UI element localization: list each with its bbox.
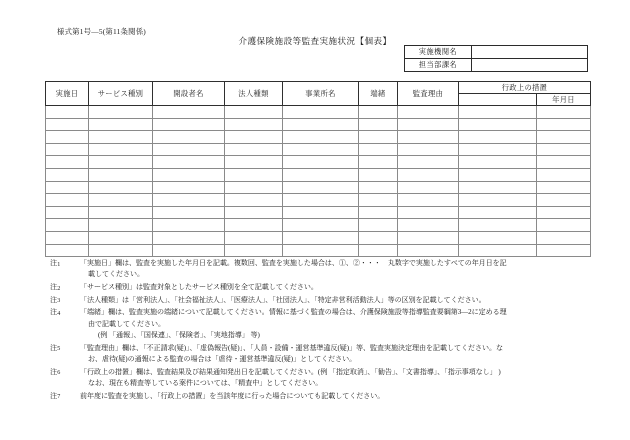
note-item [50,307,595,341]
cell-origin[interactable] [359,181,398,194]
cell-date[interactable] [46,131,89,144]
column-header-measure-date: 年月日 [537,94,591,106]
cell-service-type[interactable] [89,219,153,232]
cell-founder-name[interactable] [153,106,225,119]
audit-record-table [45,81,591,257]
cell-corporation-type[interactable] [225,131,283,144]
note-label: 注$_4$ [50,308,61,317]
cell-founder-name[interactable] [153,181,225,194]
table-row [46,131,591,144]
cell-admin-measure[interactable] [459,156,537,169]
table-row [46,106,591,119]
info-value-agency[interactable] [472,46,588,59]
cell-date[interactable] [46,156,89,169]
cell-service-type[interactable] [89,131,153,144]
table-row [46,118,591,131]
note-label: 注$_3$ [50,295,61,305]
table-row [46,244,591,257]
note-line: 「サービス種別」は監査対象としたサービス種別を全て記載してください。 [80,283,318,291]
note-item [50,258,595,281]
cell-founder-name[interactable] [153,219,225,232]
info-label-agency: 実施機関名 [405,46,472,59]
cell-office-name[interactable] [283,118,359,131]
cell-audit-reason[interactable] [398,194,459,207]
table-row [46,231,591,244]
cell-founder-name[interactable] [153,118,225,131]
note-line: 前年度に監査を実施し、「行政上の措置」を当該年度に行った場合についても記載してください。 [80,391,385,400]
cell-measure-date[interactable] [537,194,591,207]
cell-founder-name[interactable] [153,194,225,207]
cell-audit-reason[interactable] [398,244,459,257]
cell-measure-date[interactable] [537,131,591,144]
cell-origin[interactable] [359,156,398,169]
cell-office-name[interactable] [283,219,359,232]
cell-office-name[interactable] [283,231,359,244]
note-label: 注$_2$ [50,283,61,292]
cell-founder-name[interactable] [153,156,225,169]
cell-office-name[interactable] [283,106,359,119]
note-item [50,295,595,306]
note-item [50,367,595,390]
column-header-admin-measure: 行政上の措置 [459,82,591,94]
form-number: 様式第1号―5(第11条関係) [57,27,146,36]
cell-service-type[interactable] [89,244,153,257]
table-row [46,194,591,207]
cell-office-name[interactable] [283,206,359,219]
cell-service-type[interactable] [89,156,153,169]
cell-service-type[interactable] [89,231,153,244]
cell-corporation-type[interactable] [225,244,283,257]
cell-date[interactable] [46,118,89,131]
cell-service-type[interactable] [89,143,153,156]
table-row [46,206,591,219]
cell-measure-date[interactable] [537,219,591,232]
info-row-agency [405,46,588,59]
note-line: 「実施日」欄は、監査を実施した年月日を記載。複数回、監査を実施した場合は、①、②・・・ 丸数字で実施したすべての年月日を記 [80,259,507,267]
cell-audit-reason[interactable] [398,156,459,169]
cell-service-type[interactable] [89,106,153,119]
cell-origin[interactable] [359,219,398,232]
note-item [50,343,595,366]
cell-measure-date[interactable] [537,231,591,244]
column-header-corporation-type: 法人種類 [225,82,283,106]
cell-audit-reason[interactable] [398,106,459,119]
cell-corporation-type[interactable] [225,206,283,219]
cell-date[interactable] [46,206,89,219]
cell-founder-name[interactable] [153,131,225,144]
note-line: なお、現在も精査等している案件については、「精査中」としてください。 [88,379,323,387]
cell-audit-reason[interactable] [398,206,459,219]
cell-office-name[interactable] [283,194,359,207]
cell-admin-measure[interactable] [459,168,537,181]
cell-corporation-type[interactable] [225,181,283,194]
note-line: 「端緒」欄は、監査実施の端緒について記載してください。情報に基づく監査の場合は、介護保険施設等指導監査要綱第3―2に定める理 [80,308,507,317]
cell-measure-date[interactable] [537,244,591,257]
note-line: お、虐待(疑)の通報による監査の場合は「虐待・運営基準違反(疑)」としてください。 [88,355,357,363]
cell-origin[interactable] [359,231,398,244]
note-line: 「行政上の措置」欄は、監査結果及び結果通知発出日を記載してください。(例 「指定取消」、「勧告」、「文書指導」、「指示事項なし」 ) [80,367,501,376]
note-line: 載してください。 [88,270,144,279]
info-value-department[interactable] [472,59,588,72]
cell-admin-measure[interactable] [459,143,537,156]
note-item [50,391,595,402]
cell-corporation-type[interactable] [225,168,283,181]
cell-admin-measure[interactable] [459,231,537,244]
cell-admin-measure[interactable] [459,244,537,257]
cell-admin-measure[interactable] [459,206,537,219]
cell-measure-date[interactable] [537,156,591,169]
cell-date[interactable] [46,168,89,181]
note-label: 注$_1$ [50,259,61,268]
cell-service-type[interactable] [89,194,153,207]
cell-corporation-type[interactable] [225,219,283,232]
cell-service-type[interactable] [89,168,153,181]
cell-admin-measure[interactable] [459,118,537,131]
cell-office-name[interactable] [283,168,359,181]
column-header-audit-reason: 監査理由 [398,82,459,106]
cell-date[interactable] [46,194,89,207]
header-row-primary [46,82,591,94]
cell-origin[interactable] [359,206,398,219]
cell-origin[interactable] [359,131,398,144]
cell-date[interactable] [46,231,89,244]
cell-origin[interactable] [359,168,398,181]
cell-admin-measure[interactable] [459,181,537,194]
cell-audit-reason[interactable] [398,231,459,244]
cell-founder-name[interactable] [153,206,225,219]
cell-date[interactable] [46,219,89,232]
cell-audit-reason[interactable] [398,118,459,131]
institution-info-body [405,46,588,72]
column-header-office-name: 事業所名 [283,82,359,106]
table-row [46,181,591,194]
cell-founder-name[interactable] [153,244,225,257]
column-header-date: 実施日 [46,82,89,106]
note-line: 「監査理由」欄は、「不正請求(疑)」、「虚偽報告(疑)」、「人員・設備・運営基準違反(疑)」等、監査実施決定理由を記載してください。な [80,343,503,352]
cell-service-type[interactable] [89,206,153,219]
cell-date[interactable] [46,181,89,194]
cell-measure-date[interactable] [537,206,591,219]
note-item [50,282,595,293]
cell-admin-measure[interactable] [459,106,537,119]
cell-office-name[interactable] [283,244,359,257]
cell-date[interactable] [46,244,89,257]
cell-measure-date[interactable] [537,181,591,194]
cell-measure-date[interactable] [537,143,591,156]
cell-audit-reason[interactable] [398,131,459,144]
table-header [46,82,591,106]
table-row [46,143,591,156]
cell-corporation-type[interactable] [225,106,283,119]
cell-measure-date[interactable] [537,168,591,181]
table-row [46,168,591,181]
cell-service-type[interactable] [89,118,153,131]
cell-origin[interactable] [359,106,398,119]
cell-date[interactable] [46,106,89,119]
cell-founder-name[interactable] [153,143,225,156]
note-line: (例 「通報」、「国保連」、「保険者」、「実地指導」 等) [98,331,260,339]
cell-corporation-type[interactable] [225,143,283,156]
cell-office-name[interactable] [283,181,359,194]
column-header-founder-name: 開設者名 [153,82,225,106]
note-label: 注$_5$ [50,343,61,353]
cell-audit-reason[interactable] [398,168,459,181]
note-line: 「法人種類」は「営利法人」、「社会福祉法人」、「医療法人」、「社団法人」、「特定非営利活動法人」等の区別を記載してください。 [80,295,486,304]
cell-office-name[interactable] [283,131,359,144]
column-header-measure-content [459,94,537,106]
table-row [46,156,591,169]
table-body [46,106,591,257]
cell-origin[interactable] [359,244,398,257]
cell-audit-reason[interactable] [398,181,459,194]
institution-info-block [404,45,588,72]
cell-founder-name[interactable] [153,231,225,244]
cell-audit-reason[interactable] [398,219,459,232]
cell-corporation-type[interactable] [225,231,283,244]
table-row [46,219,591,232]
info-label-department: 担当部課名 [405,59,472,72]
cell-office-name[interactable] [283,143,359,156]
cell-origin[interactable] [359,194,398,207]
cell-measure-date[interactable] [537,106,591,119]
cell-admin-measure[interactable] [459,219,537,232]
cell-corporation-type[interactable] [225,118,283,131]
info-row-department [405,59,588,72]
cell-office-name[interactable] [283,156,359,169]
cell-corporation-type[interactable] [225,194,283,207]
cell-admin-measure[interactable] [459,131,537,144]
column-header-origin: 端緒 [359,82,398,106]
cell-service-type[interactable] [89,181,153,194]
notes-section [50,258,595,403]
cell-date[interactable] [46,143,89,156]
column-header-service-type: サービス種別 [89,82,153,106]
cell-corporation-type[interactable] [225,156,283,169]
note-label: 注$_6$ [50,367,61,377]
cell-origin[interactable] [359,118,398,131]
cell-measure-date[interactable] [537,118,591,131]
cell-admin-measure[interactable] [459,194,537,207]
cell-founder-name[interactable] [153,168,225,181]
cell-origin[interactable] [359,143,398,156]
note-label: 注$_7$ [50,391,61,401]
note-line: 由で記載してください。 [88,319,165,328]
cell-audit-reason[interactable] [398,143,459,156]
page-title: 介護保険施設等監査実施状況【個表】 [238,36,392,46]
